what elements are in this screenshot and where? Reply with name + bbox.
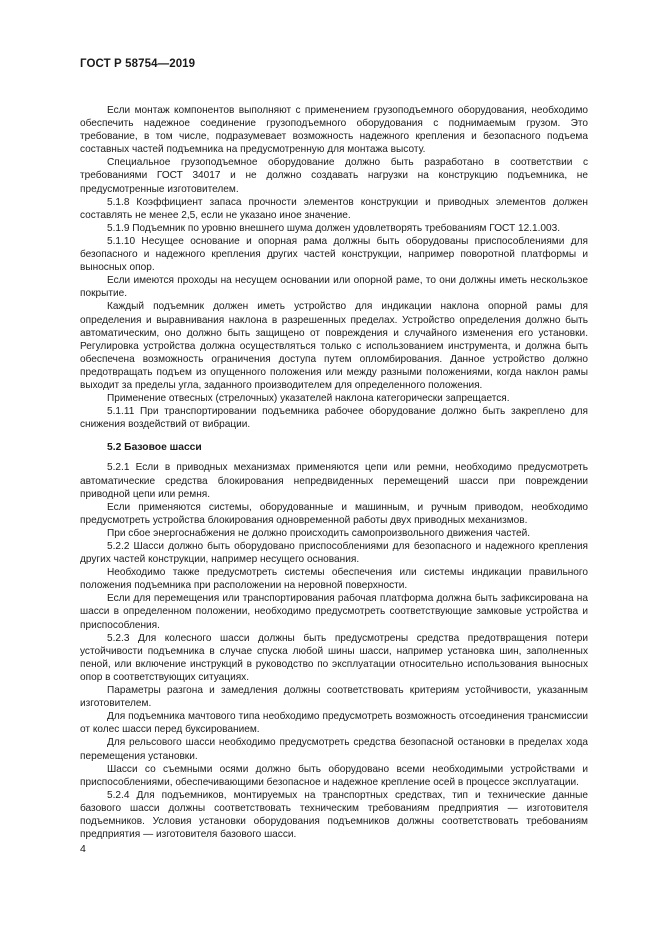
clause-5-2-1: 5.2.1 Если в приводных механизмах применяются цепи или ремни, необходимо предусмотреть автоматические средства блокирования непредвиденных перемещений шасси при повреждении приводной цепи или ремня. — [80, 462, 588, 500]
paragraph: При сбое энергоснабжения не должно происходить самопроизвольного движения частей. — [107, 527, 531, 539]
section-title: 5.2 Базовое шасси — [107, 442, 202, 454]
clause-5-2-2: 5.2.2 Шасси должно быть оборудовано приспособлениями для безопасного и надежного крепления других частей конструкции, например несущего основания. — [80, 541, 588, 566]
paragraph: Необходимо также предусмотреть системы обеспечения или системы индикации правильного положения подъемника при расположении на неровной поверхности. — [80, 567, 588, 592]
paragraph: Если имеются проходы на несущем основании или опорной раме, то они должны иметь нескользкое покрытие. — [80, 275, 588, 300]
clause-5-2-4: 5.2.4 Для подъемников, монтируемых на транспортных средствах, тип и технические данные базового шасси должны соответствовать техническим требованиям предприятия — изготовителя подъемников. Условия установки оборудования подъемников должны соответствовать требованиям предприятия — изготовителя базового шасси. — [80, 789, 588, 841]
paragraph: Применение отвесных (стрелочных) указателей наклона категорически запрещается. — [107, 393, 510, 405]
clause-5-1-11: 5.1.11 При транспортировании подъемника рабочее оборудование должно быть закреплено для снижения воздействий от вибрации. — [80, 406, 588, 431]
paragraph: Шасси со съемными осями должно быть оборудовано всеми необходимыми устройствами и приспособлениями, обеспечивающими безопасное и надежное крепление осей в процессе эксплуатации. — [80, 763, 588, 788]
paragraph: Для подъемника мачтового типа необходимо предусмотреть возможность отсоединения трансмиссии от колес шасси перед буксированием. — [80, 711, 588, 736]
document-body — [80, 104, 588, 841]
paragraph: Для рельсового шасси необходимо предусмотреть средства безопасной остановки в пределах хода перемещения установки. — [80, 737, 588, 762]
page-number: 4 — [80, 843, 86, 855]
paragraph: Параметры разгона и замедления должны соответствовать критериям устойчивости, указанным изготовителем. — [80, 685, 588, 710]
paragraph: Если применяются системы, оборудованные и машинным, и ручным приводом, необходимо предусмотреть устройства блокирования одновременной работы двух приводных механизмов. — [80, 501, 588, 526]
paragraph: Каждый подъемник должен иметь устройство для индикации наклона опорной рамы для определения и выравнивания наклона в разрешенных пределах. Устройство определения должно быть автоматическим, оно должно быть защищено от повреждения и случайного изменения его установки. Регулировка устройства должна осуществляться только с использованием инструмента, и должна быть обеспечена возможность ограничения доступа путем опломбирования. Данное устройство должно предотвращать подъем из опущенного положения или между разными положениями, когда наклон рамы выходит за пределы угла, заданного производителем для определенного положения. — [80, 301, 588, 391]
clause-5-1-8: 5.1.8 Коэффициент запаса прочности элементов конструкции и приводных элементов должен составлять не менее 2,5, если не указано иное значение. — [80, 196, 588, 221]
clause-5-1-9: 5.1.9 Подъемник по уровню внешнего шума должен удовлетворять требованиям ГОСТ 12.1.003. — [107, 222, 561, 234]
document-header: ГОСТ Р 58754—2019 — [80, 58, 196, 70]
clause-5-2-3: 5.2.3 Для колесного шасси должны быть предусмотрены средства предотвращения потери устойчивости подъемника в случае спуска любой шины шасси, например установка шин, заполненных пеной, или включение инструкций в руководство по эксплуатации относительно использования выносных опор в соответствующих ситуациях. — [80, 632, 588, 683]
paragraph: Если монтаж компонентов выполняют с применением грузоподъемного оборудования, необходимо обеспечить надежное соединение грузоподъемного оборудования с поднимаемым грузом. Это требование, в том числе, подразумевает возможность надежного крепления и безопасного подъема составных частей подъемника на предусмотренную для монтажа высоту. — [80, 105, 588, 156]
paragraph: Специальное грузоподъемное оборудование должно быть разработано в соответствии с требованиями ГОСТ 34017 и не должно создавать нагрузки на конструкцию подъемника, не предусмотренные изготовителем. — [80, 157, 588, 195]
paragraph: Если для перемещения или транспортирования рабочая платформа должна быть зафиксирована на шасси в определенном положении, необходимо предусмотреть соответствующие замковые устройства и приспособления. — [80, 593, 588, 631]
clause-5-1-10: 5.1.10 Несущее основание и опорная рама должны быть оборудованы приспособлениями для безопасного и надежного крепления других частей конструкции, например поворотной платформы и выносных опор. — [80, 235, 588, 274]
